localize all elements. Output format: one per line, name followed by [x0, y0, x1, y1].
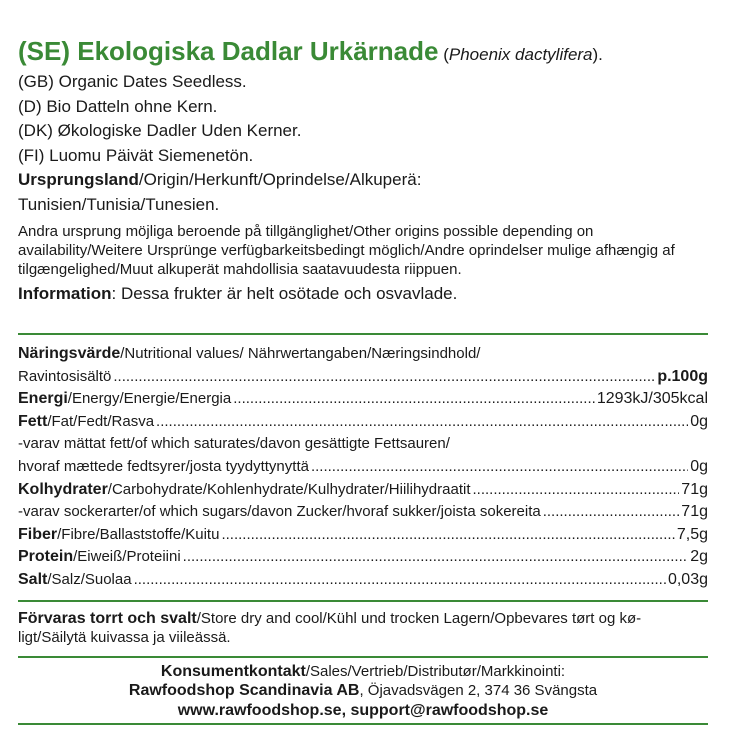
dot-leader [183, 546, 689, 569]
nutrient-name-rest: hvoraf mættede fedtsyrer/josta tyydyttynyttä [18, 457, 309, 475]
translation-gb: (GB) Organic Dates Seedless. [18, 72, 247, 91]
nutrient-label [18, 456, 309, 479]
nutrient-value: 2g [690, 548, 708, 566]
nutrition-header-bold: Näringsvärde [18, 345, 121, 362]
dot-leader [311, 456, 688, 479]
origin-heading [18, 168, 708, 193]
dot-leader [113, 366, 655, 389]
latin-name: Phoenix dactylifera [448, 45, 593, 64]
nutrient-name-rest: /Fibre/Ballaststoffe/Kuitu [57, 525, 220, 543]
nutrient-name-bold: Salt [18, 570, 48, 588]
contact-company-line [18, 681, 708, 701]
nutrition-header-line2-label: Ravintosisältö [18, 367, 112, 385]
information-text: : Dessa frukter är helt osötade och osvavlade. [111, 284, 458, 303]
nutrition-row-continued [18, 433, 708, 456]
nutrient-label [18, 388, 231, 411]
nutrient-value: 1293kJ/305kcal [596, 390, 708, 408]
divider [18, 656, 708, 658]
nutrient-name-bold: Protein [18, 548, 74, 566]
contact-label: Konsumentkontakt [160, 662, 306, 680]
nutrient-value: 0g [690, 457, 708, 475]
origin-label: Ursprungsland [18, 170, 139, 189]
information-label: Information [18, 284, 112, 303]
nutrient-name-rest: /Energy/Energie/Energia [67, 390, 232, 408]
nutrient-name-rest: -varav mättat fett/of which saturates/davon gesättigte Fettsauren/ [18, 435, 450, 453]
nutrient-label [18, 524, 219, 547]
nutrient-name-rest: /Fat/Fedt/Rasva [47, 412, 155, 430]
divider [18, 333, 708, 335]
latin-close: ). [592, 45, 603, 64]
dot-leader [543, 501, 680, 524]
title-swedish: (SE) Ekologiska Dadlar Urkärnade [18, 36, 439, 66]
divider [18, 723, 708, 725]
nutrition-per: p.100g [657, 367, 708, 385]
product-title [18, 36, 708, 70]
nutrient-value: 71g [681, 503, 708, 521]
nutrient-name-bold: Fett [18, 412, 48, 430]
storage-instructions [18, 609, 708, 647]
nutrition-header [18, 343, 708, 366]
nutrient-label [18, 546, 181, 569]
nutrition-row [18, 479, 708, 502]
translation-fi: (FI) Luomu Päivät Siemenetön. [18, 145, 254, 165]
nutrient-name-rest: /Carbohydrate/Kohlenhydrate/Kulhydrater/Hiilihydraatit [107, 480, 471, 498]
nutrition-row [18, 411, 708, 434]
information-line [18, 282, 708, 306]
divider [18, 600, 708, 602]
dot-leader [221, 524, 674, 547]
product-label [18, 36, 708, 725]
origin-note: Andra ursprung möjliga beroende på tillgänglighet/Other origins possible depending on availability/Weitere Ursprünge verfügbarkeitsbedingt möglich/Andre oprindelser mulige afhængig af tilgængelighed/Muut alkuperät mahdollisia saatavuudesta riippuen. [18, 223, 675, 278]
nutrient-value: 7,5g [676, 525, 708, 543]
title-latin-wrapper [438, 45, 602, 64]
contact-label-rest: /Sales/Vertrieb/Distributør/Markkinointi: [305, 662, 566, 680]
nutrient-label [18, 501, 541, 524]
nutrition-row [18, 456, 708, 479]
nutrient-value: 0g [690, 412, 708, 430]
dot-leader [134, 569, 666, 592]
nutrition-row [18, 524, 708, 547]
origin-value: Tunisien/Tunisia/Tunesien. [18, 194, 220, 214]
company-name: Rawfoodshop Scandinavia AB [128, 682, 360, 700]
nutrient-name-rest: -varav sockerarter/of which sugars/davon Zucker/hvoraf sukker/joista sokereita [18, 503, 541, 521]
storage-bold: Förvaras torrt och svalt [18, 609, 197, 627]
nutrient-name-bold: Kolhydrater [18, 480, 108, 498]
nutrient-name-bold: Energi [18, 390, 68, 408]
nutrition-row [18, 569, 708, 592]
nutrition-row [18, 546, 708, 569]
contact-heading [18, 662, 708, 682]
consumer-contact [18, 662, 708, 721]
nutrient-value: 0,03g [667, 570, 708, 588]
latin-open: ( [438, 45, 449, 64]
contact-web-email: www.rawfoodshop.se, support@rawfoodshop.se [177, 701, 549, 719]
origin-label-rest: /Origin/Herkunft/Oprindelse/Alkuperä: [138, 170, 422, 189]
dot-leader [233, 388, 595, 411]
nutrition-row [18, 501, 708, 524]
nutrition-table [18, 343, 708, 592]
dot-leader [156, 411, 688, 434]
nutrient-name-rest: /Eiweiß/Proteiini [73, 548, 181, 566]
nutrition-header-line2 [18, 366, 708, 389]
translation-dk: (DK) Økologiske Dadler Uden Kerner. [18, 121, 302, 140]
dot-leader [473, 479, 680, 502]
storage-rest: /Store dry and cool/Kühl und trocken Lagern/Opbevares tørt og kø-ligt/Säilytä kuivassa ja viileässä. [18, 609, 642, 646]
company-address: , Öjavadsvägen 2, 374 36 Svängsta [359, 682, 598, 700]
nutrient-name-bold: Fiber [18, 525, 58, 543]
nutrition-row [18, 388, 708, 411]
nutrient-name-rest: /Salz/Suolaa [47, 570, 132, 588]
nutrient-value: 71g [681, 480, 708, 498]
nutrient-label [18, 411, 154, 434]
nutrition-header-rest: /Nutritional values/ Nährwertangaben/Næringsindhold/ [120, 345, 481, 362]
nutrient-label [18, 479, 471, 502]
translation-de: (D) Bio Datteln ohne Kern. [18, 96, 218, 116]
nutrient-label [18, 569, 132, 592]
